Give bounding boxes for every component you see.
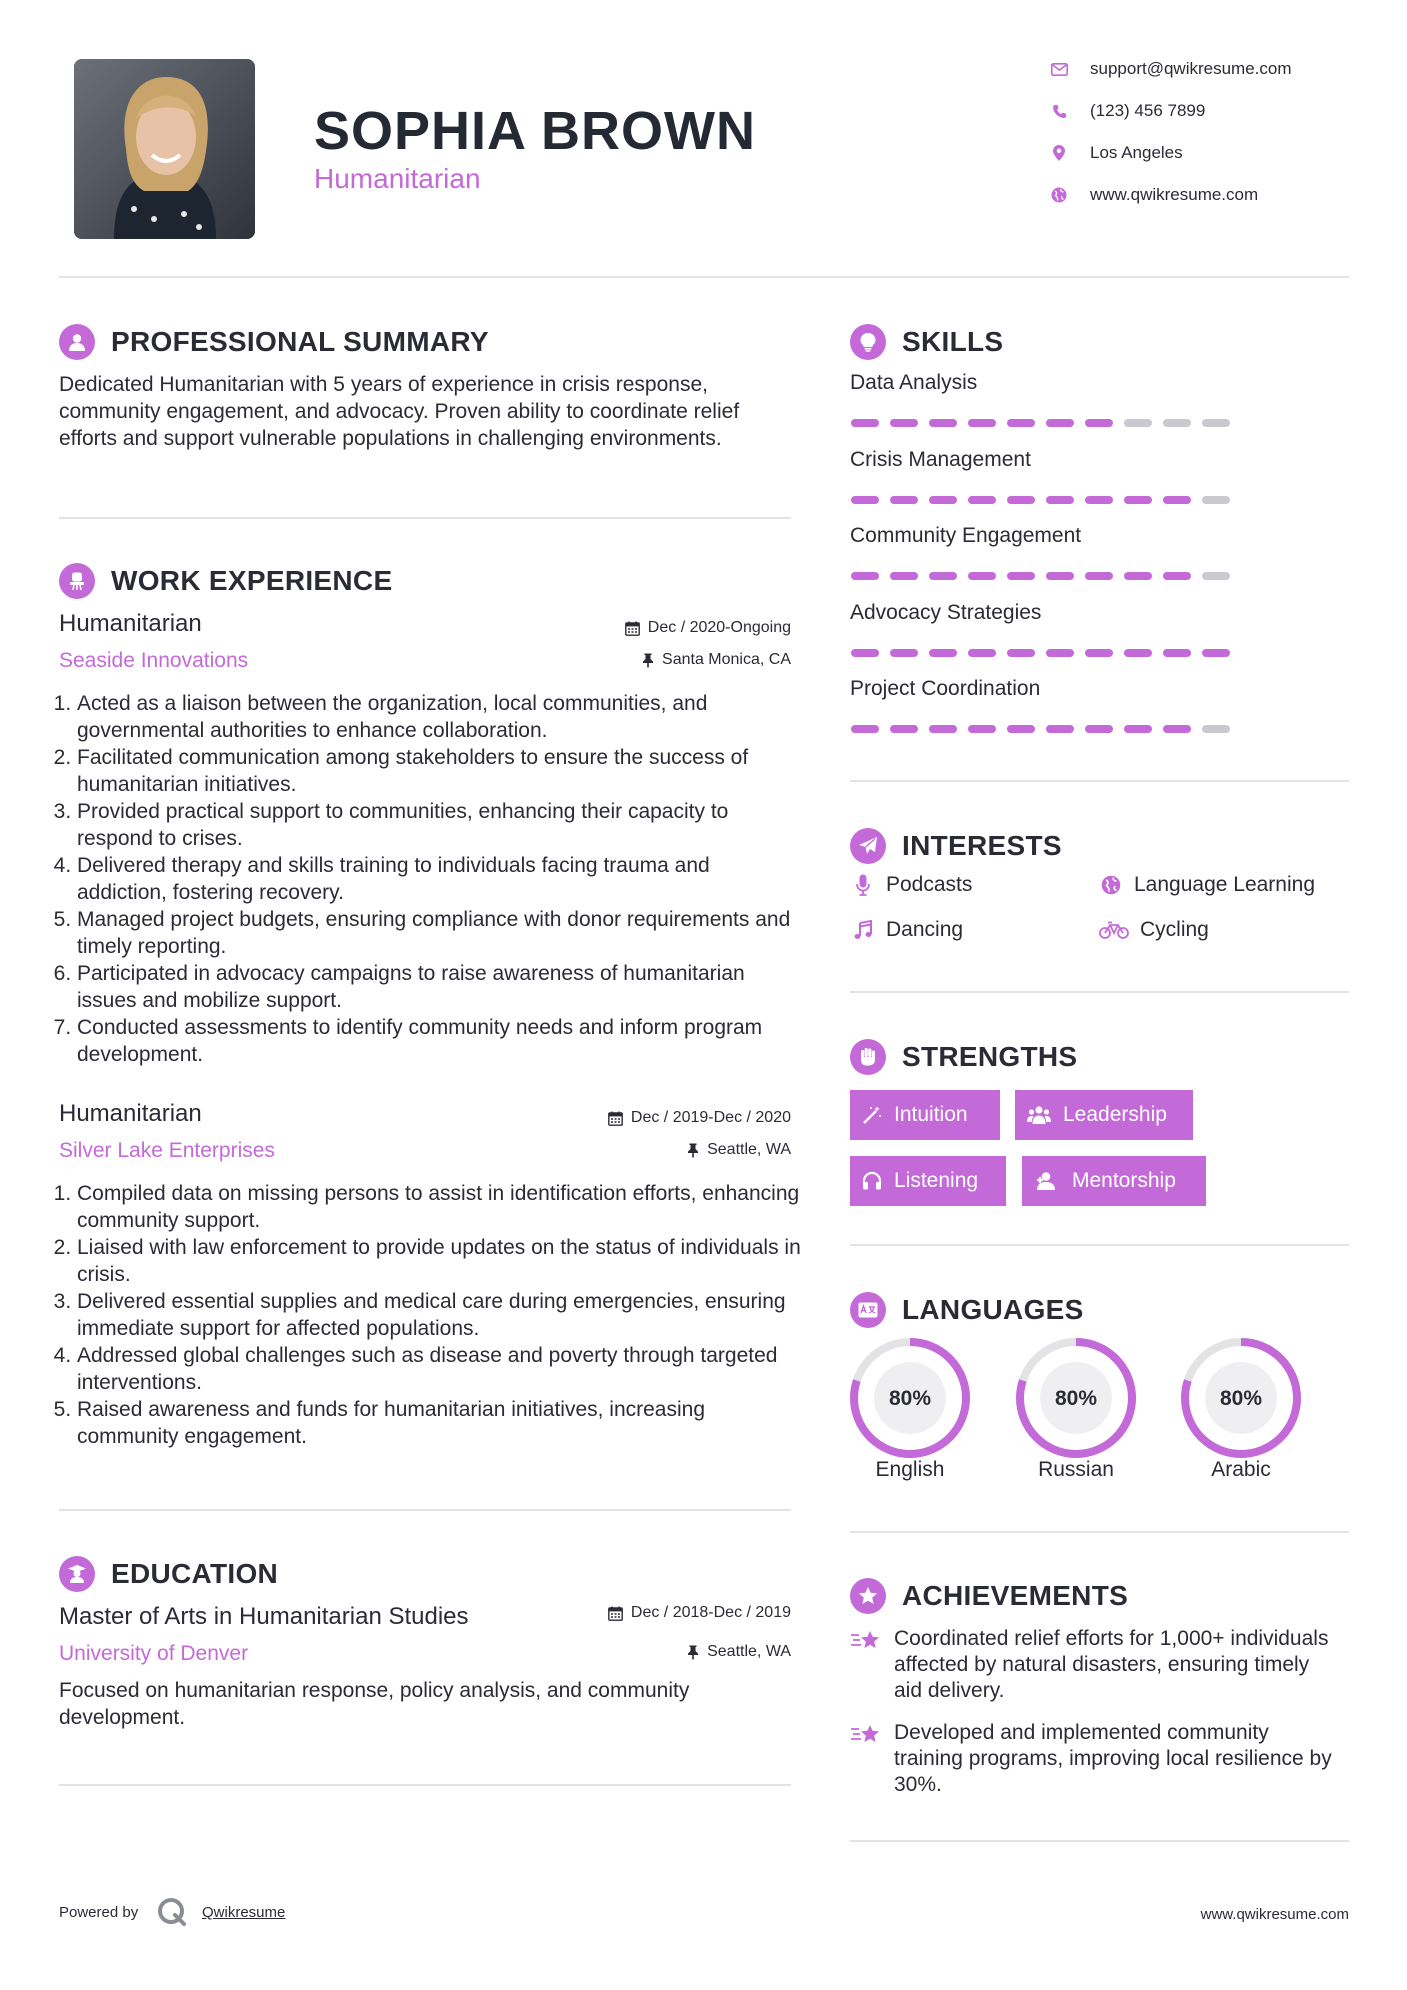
pushpin-icon xyxy=(642,653,654,668)
contact-website[interactable] xyxy=(1050,181,1370,209)
skill-dot-filled xyxy=(968,419,996,427)
graduate-icon xyxy=(59,1556,95,1592)
magic-wand-icon xyxy=(862,1105,882,1125)
job-2-location-text: Seattle, WA xyxy=(707,1141,791,1158)
list-item: 5. Raised awareness and funds for humanitarian initiatives, increasing community engagement. xyxy=(77,1396,804,1450)
education-dates xyxy=(530,1604,791,1622)
experience-section-header xyxy=(59,561,392,601)
skill-dot-empty xyxy=(1202,725,1230,733)
job-2-location xyxy=(530,1141,791,1159)
interests-title: INTERESTS xyxy=(902,830,1062,861)
map-pin-icon xyxy=(1050,144,1068,162)
microphone-icon xyxy=(850,874,876,896)
header-divider xyxy=(59,276,1349,278)
skill-dot-empty xyxy=(1202,496,1230,504)
skill-dot-filled xyxy=(890,725,918,733)
list-item: 4. Addressed global challenges such as disease and poverty through targeted interventions. xyxy=(77,1342,804,1396)
skill-name: Community Engagement xyxy=(850,524,1082,547)
candidate-name: SOPHIA BROWN xyxy=(314,101,756,161)
skill-dot-filled xyxy=(1163,572,1191,580)
list-item: 2. Liaised with law enforcement to provide updates on the status of individuals in crisis. xyxy=(77,1234,804,1288)
skill-name: Data Analysis xyxy=(850,371,978,394)
list-item: 7. Conducted assessments to identify community needs and inform program development. xyxy=(77,1014,804,1068)
contact-location-text: Los Angeles xyxy=(1090,143,1183,162)
job-1-location xyxy=(530,651,791,669)
skill-dot-filled xyxy=(851,649,879,657)
skill-dot-filled xyxy=(1046,725,1074,733)
job-1-dates xyxy=(530,619,791,637)
list-item: 2. Facilitated communication among stakeholders to ensure the success of humanitarian initiatives. xyxy=(77,744,804,798)
education-divider xyxy=(59,1784,791,1786)
job-1-title: Humanitarian xyxy=(59,610,202,637)
footer-url[interactable]: www.qwikresume.com xyxy=(1200,1906,1349,1923)
phone-icon xyxy=(1050,102,1068,120)
contact-phone-text: (123) 456 7899 xyxy=(1090,101,1206,120)
shooting-star-icon xyxy=(850,1626,884,1660)
users-icon xyxy=(1027,1105,1051,1125)
education-degree: Master of Arts in Humanitarian Studies xyxy=(59,1603,469,1630)
list-item: 3. Delivered essential supplies and medical care during emergencies, ensuring immediate support for affected populations. xyxy=(77,1288,804,1342)
user-plus-icon xyxy=(1034,1171,1060,1191)
headphones-icon xyxy=(862,1171,882,1191)
job-1-location-text: Santa Monica, CA xyxy=(662,651,791,668)
education-dates-text: Dec / 2018-Dec / 2019 xyxy=(630,1604,791,1621)
language-percent: 80% xyxy=(1054,1387,1098,1410)
paper-plane-icon xyxy=(850,828,886,864)
skill-dot-filled xyxy=(890,572,918,580)
skill-dot-filled xyxy=(1007,419,1035,427)
languages-section-header xyxy=(850,1290,1084,1330)
skill-dot-empty xyxy=(1163,419,1191,427)
skill-dot-filled xyxy=(929,649,957,657)
list-item: 6. Participated in advocacy campaigns to raise awareness of humanitarian issues and mobilize support. xyxy=(77,960,804,1014)
chair-icon xyxy=(59,563,95,599)
language-name: English xyxy=(875,1458,945,1481)
languages-divider xyxy=(850,1531,1349,1533)
strengths-section-header xyxy=(850,1037,1077,1077)
education-description: Focused on humanitarian response, policy analysis, and community development. xyxy=(59,1679,690,1729)
education-school: University of Denver xyxy=(59,1642,249,1665)
contact-location xyxy=(1050,139,1370,167)
interest-language-learning xyxy=(1098,873,1315,897)
interest-label: Language Learning xyxy=(1134,873,1316,896)
skill-dot-filled xyxy=(1124,725,1152,733)
lightbulb-icon xyxy=(850,324,886,360)
footer-powered-by: Powered by xyxy=(59,1904,139,1921)
globe-icon xyxy=(1050,186,1068,204)
strength-label: Intuition xyxy=(894,1103,968,1126)
strength-label: Leadership xyxy=(1063,1103,1167,1126)
skill-dot-filled xyxy=(929,572,957,580)
language-ring xyxy=(1178,1335,1304,1461)
skill-dot-filled xyxy=(1007,649,1035,657)
skill-dot-filled xyxy=(929,725,957,733)
calendar-icon xyxy=(608,1606,623,1621)
skill-dot-empty xyxy=(1202,419,1230,427)
contact-website-text: www.qwikresume.com xyxy=(1090,185,1259,204)
interest-dancing xyxy=(850,918,963,942)
achievements-title: ACHIEVEMENTS xyxy=(902,1580,1129,1611)
education-location xyxy=(530,1643,791,1661)
skill-dot-filled xyxy=(1046,419,1074,427)
achievement-text: Developed and implemented community training programs, improving local resilience by 30%. xyxy=(894,1721,1332,1796)
envelope-icon xyxy=(1050,60,1068,78)
pushpin-icon xyxy=(687,1645,699,1660)
interest-cycling xyxy=(1098,918,1209,942)
contact-email-text: support@qwikresume.com xyxy=(1090,59,1292,78)
bicycle-icon xyxy=(1098,921,1130,939)
strength-label: Mentorship xyxy=(1072,1169,1176,1192)
skill-dot-empty xyxy=(1124,419,1152,427)
skill-rating xyxy=(851,419,1241,427)
language-card-icon xyxy=(850,1292,886,1328)
skill-dot-filled xyxy=(851,572,879,580)
language-ring xyxy=(847,1335,973,1461)
list-item: 1. Compiled data on missing persons to assist in identification efforts, enhancing community support. xyxy=(77,1180,804,1234)
star-badge-icon xyxy=(850,1578,886,1614)
achievement-text: Coordinated relief efforts for 1,000+ individuals affected by natural disasters, ensuring timely aid delivery. xyxy=(894,1627,1329,1702)
strengths-divider xyxy=(850,1244,1349,1246)
skill-dot-filled xyxy=(1085,496,1113,504)
skill-dot-filled xyxy=(1124,572,1152,580)
user-icon xyxy=(59,324,95,360)
job-2-bullets xyxy=(59,1180,804,1450)
skill-dot-filled xyxy=(1163,725,1191,733)
interest-podcasts xyxy=(850,873,972,897)
skill-dot-filled xyxy=(851,496,879,504)
language-ring xyxy=(1013,1335,1139,1461)
education-location-text: Seattle, WA xyxy=(707,1643,791,1660)
skill-dot-filled xyxy=(1046,572,1074,580)
strength-tag-leadership xyxy=(1015,1090,1193,1140)
languages-title: LANGUAGES xyxy=(902,1294,1084,1325)
skill-dot-filled xyxy=(1085,419,1113,427)
skill-name: Advocacy Strategies xyxy=(850,600,1042,624)
language-percent: 80% xyxy=(888,1387,932,1410)
globe-icon xyxy=(1098,875,1124,895)
skill-dot-filled xyxy=(1163,649,1191,657)
job-2-dates-text: Dec / 2019-Dec / 2020 xyxy=(630,1109,791,1126)
footer-brand-link[interactable]: Qwikresume xyxy=(202,1904,286,1921)
skill-dot-filled xyxy=(1007,496,1035,504)
skills-title: SKILLS xyxy=(902,326,1004,357)
list-item: 1. Acted as a liaison between the organization, local communities, and governmental authorities to enhance collaboration. xyxy=(77,690,804,744)
language-name: Russian xyxy=(1038,1458,1114,1481)
calendar-icon xyxy=(625,621,640,636)
achievement-1 xyxy=(850,1626,1340,1704)
qwikresume-logo-icon xyxy=(157,1897,187,1927)
profile-photo xyxy=(74,59,255,239)
strength-tag-listening xyxy=(850,1156,1006,1206)
achievements-section-header xyxy=(850,1576,1128,1616)
skill-dot-filled xyxy=(1202,649,1230,657)
interests-section-header xyxy=(850,826,1062,866)
strengths-title: STRENGTHS xyxy=(902,1041,1078,1072)
skill-dot-filled xyxy=(968,649,996,657)
skill-dot-filled xyxy=(890,649,918,657)
skill-dot-filled xyxy=(1124,649,1152,657)
achievements-divider xyxy=(850,1840,1349,1842)
job-2-title: Humanitarian xyxy=(59,1100,202,1127)
achievement-2 xyxy=(850,1720,1340,1798)
skill-dot-filled xyxy=(968,725,996,733)
strength-tag-intuition xyxy=(850,1090,1000,1140)
summary-text: Dedicated Humanitarian with 5 years of experience in crisis response, community engagement, and advocacy. Proven ability to coordinate relief efforts and support vulnerable populations in challenging environments. xyxy=(59,373,740,450)
skill-dot-filled xyxy=(1046,649,1074,657)
list-item: 3. Provided practical support to communities, enhancing their capacity to respond to crises. xyxy=(77,798,804,852)
skill-dot-filled xyxy=(851,725,879,733)
skill-dot-filled xyxy=(851,419,879,427)
summary-divider xyxy=(59,517,791,519)
interest-label: Podcasts xyxy=(886,873,973,896)
experience-divider xyxy=(59,1509,791,1511)
list-item: 4. Delivered therapy and skills training to individuals facing trauma and addiction, fostering recovery. xyxy=(77,852,804,906)
education-title: EDUCATION xyxy=(111,1558,279,1589)
skill-dot-filled xyxy=(1085,649,1113,657)
experience-title: WORK EXPERIENCE xyxy=(111,565,393,596)
interests-divider xyxy=(850,991,1349,993)
skills-divider xyxy=(850,780,1349,782)
skill-dot-filled xyxy=(890,419,918,427)
skill-dot-filled xyxy=(1085,572,1113,580)
skill-name: Crisis Management xyxy=(850,447,1031,471)
candidate-role: Humanitarian xyxy=(314,163,481,194)
skill-dot-filled xyxy=(1085,725,1113,733)
pushpin-icon xyxy=(687,1143,699,1158)
list-item: 5. Managed project budgets, ensuring compliance with donor requirements and timely reporting. xyxy=(77,906,804,960)
job-1-bullets xyxy=(59,690,804,1068)
skill-dot-filled xyxy=(1124,496,1152,504)
raised-fist-icon xyxy=(850,1039,886,1075)
skill-dot-filled xyxy=(1163,496,1191,504)
music-note-icon xyxy=(850,920,876,940)
skill-name: Project Coordination xyxy=(850,677,1041,700)
skill-rating xyxy=(851,649,1241,657)
summary-title: PROFESSIONAL SUMMARY xyxy=(111,326,489,357)
interest-label: Cycling xyxy=(1140,918,1209,941)
contact-email[interactable] xyxy=(1050,55,1370,83)
skill-dot-filled xyxy=(1046,496,1074,504)
strength-label: Listening xyxy=(894,1169,979,1192)
calendar-icon xyxy=(608,1111,623,1126)
skill-dot-filled xyxy=(1007,572,1035,580)
job-2-company: Silver Lake Enterprises xyxy=(59,1139,275,1162)
skill-rating xyxy=(851,725,1241,733)
strength-tag-mentorship xyxy=(1022,1156,1206,1206)
shooting-star-icon xyxy=(850,1720,884,1754)
language-percent: 80% xyxy=(1219,1387,1263,1410)
skill-dot-filled xyxy=(929,419,957,427)
job-1-company: Seaside Innovations xyxy=(59,649,249,672)
language-name: Arabic xyxy=(1211,1458,1271,1481)
skills-section-header xyxy=(850,322,1003,362)
job-1-dates-text: Dec / 2020-Ongoing xyxy=(647,619,791,636)
skill-dot-filled xyxy=(1007,725,1035,733)
skill-rating xyxy=(851,572,1241,580)
skill-dot-filled xyxy=(929,496,957,504)
skill-dot-filled xyxy=(968,572,996,580)
contact-phone[interactable] xyxy=(1050,97,1370,125)
education-section-header xyxy=(59,1554,278,1594)
summary-section-header xyxy=(59,322,489,362)
skill-dot-filled xyxy=(968,496,996,504)
skill-dot-filled xyxy=(890,496,918,504)
skill-dot-empty xyxy=(1202,572,1230,580)
interest-label: Dancing xyxy=(886,918,964,941)
skill-rating xyxy=(851,496,1241,504)
job-2-dates xyxy=(530,1109,791,1127)
